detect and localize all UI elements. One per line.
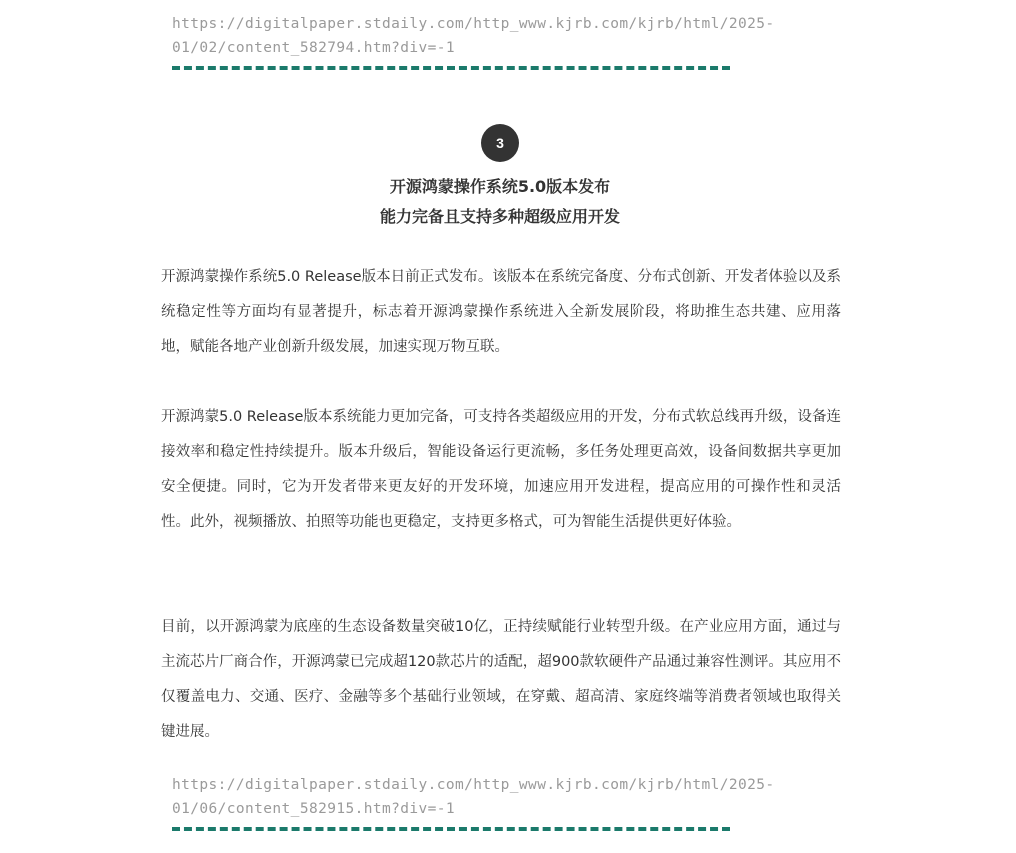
paragraph-3: 目前，以开源鸿蒙为底座的生态设备数量突破10亿，正持续赋能行业转型升级。在产业应用方面，通过与主流芯片厂商合作，开源鸿蒙已完成超120款芯片的适配，超900款软硬件产品通过兼容性测评。其应用不仅覆盖电力、交通、医疗、金融等多个基础行业领域，在穿戴、超高清、家庭终端等消费者领域也取得关键进展。 bbox=[161, 619, 841, 740]
source-url-top[interactable]: https://digitalpaper.stdaily.com/http_www.kjrb.com/kjrb/html/2025- 01/02/content_582794.htm?div=-1 bbox=[172, 16, 775, 56]
paragraph-1: 开源鸿蒙操作系统5.0 Release版本日前正式发布。该版本在系统完备度、分布式创新、开发者体验以及系统稳定性等方面均有显著提升，标志着开源鸿蒙操作系统进入全新发展阶段，将助推生态共建、应用落地，赋能各地产业创新升级发展，加速实现万物互联。 bbox=[161, 269, 841, 355]
section-number-badge: 3 bbox=[481, 124, 519, 162]
source-link-top bbox=[172, 12, 775, 70]
source-link-bottom bbox=[172, 773, 775, 831]
paragraph-2: 开源鸿蒙5.0 Release版本系统能力更加完备，可支持各类超级应用的开发，分布式软总线再升级，设备连接效率和稳定性持续提升。版本升级后，智能设备运行更流畅，多任务处理更高效，设备间数据共享更加安全便捷。同时，它为开发者带来更友好的开发环境，加速应用开发进程，提高应用的可操作性和灵活性。此外，视频播放、拍照等功能也更稳定，支持更多格式，可为智能生活提供更好体验。 bbox=[161, 409, 841, 530]
section-title-line-1: 开源鸿蒙操作系统5.0版本发布 bbox=[389, 177, 611, 196]
section-title-line-2: 能力完备且支持多种超级应用开发 bbox=[379, 207, 620, 226]
dashed-divider-bottom bbox=[172, 827, 730, 831]
source-url-bottom[interactable]: https://digitalpaper.stdaily.com/http_www.kjrb.com/kjrb/html/2025- 01/06/content_582915.htm?div=-1 bbox=[172, 777, 775, 817]
dashed-divider-top bbox=[172, 66, 730, 70]
